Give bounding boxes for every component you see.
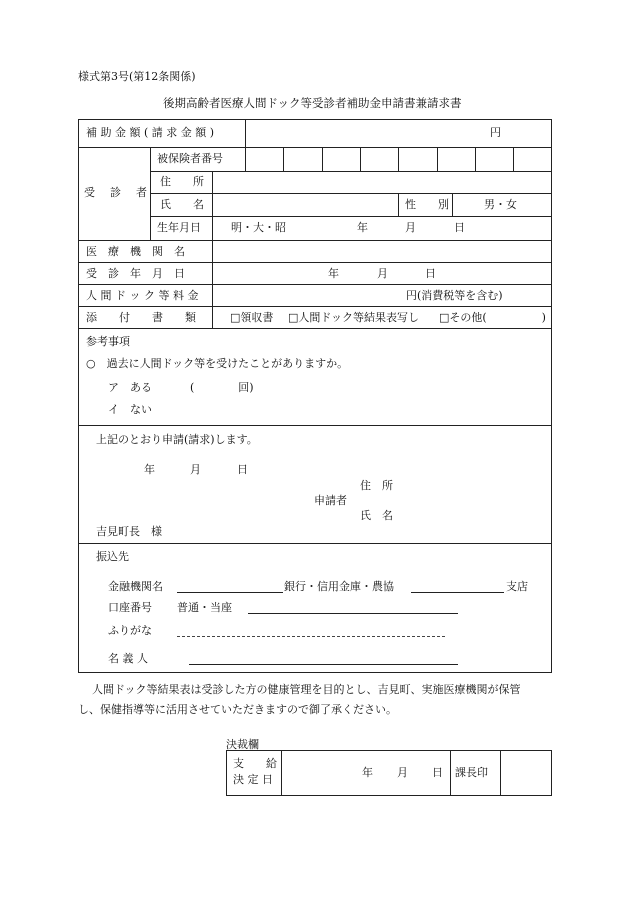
application-day: 日	[237, 463, 248, 476]
application-statement: 上記のとおり申請(請求)します。	[96, 433, 258, 446]
form-number: 様式第3号(第12条関係)	[78, 70, 196, 83]
approval-month: 月	[397, 766, 408, 779]
name-label: 氏 名	[160, 198, 204, 211]
application-year: 年	[144, 463, 155, 476]
reference-heading: 参考事項	[86, 335, 130, 348]
reference-option-a-count: ( 回)	[190, 381, 254, 394]
holder-name-field[interactable]	[189, 664, 458, 665]
form-title: 後期高齢者医療人間ドック等受診者補助金申請書兼請求書	[163, 96, 462, 110]
exam-year: 年	[328, 267, 339, 280]
subsidy-amount-label: 補 助 金 額 ( 請 求 金 額 )	[86, 126, 215, 139]
reference-option-a[interactable]: ア ある	[108, 381, 152, 394]
exam-day: 日	[425, 267, 436, 280]
applicant-name-label: 氏 名	[360, 509, 393, 522]
applicant-address-label: 住 所	[360, 479, 393, 492]
branch-suffix: 支店	[506, 580, 528, 593]
payment-label-1: 支 給	[233, 757, 277, 770]
reference-option-b[interactable]: イ ない	[108, 403, 152, 416]
approval-day: 日	[432, 766, 443, 779]
transfer-heading: 振込先	[96, 550, 129, 563]
payment-label-2: 決 定 日	[233, 773, 273, 786]
attach-other-checkbox[interactable]: □その他( )	[439, 311, 546, 324]
furigana-field[interactable]	[177, 636, 445, 637]
birth-day: 日	[454, 221, 465, 234]
approval-heading: 決裁欄	[226, 738, 259, 751]
chief-seal-label: 課長印	[455, 766, 488, 779]
era-options: 明・大・昭	[231, 221, 286, 234]
attach-receipt-checkbox[interactable]: □領収書	[230, 311, 274, 324]
reference-question: ○ 過去に人間ドック等を受けたことがありますか。	[86, 357, 349, 370]
furigana-label: ふりがな	[108, 624, 152, 637]
address-label: 住 所	[160, 175, 204, 188]
birth-month: 月	[405, 221, 416, 234]
attach-results-checkbox[interactable]: □人間ドック等結果表写し	[288, 311, 419, 324]
birthdate-label: 生年月日	[157, 221, 201, 234]
gender-label: 性 別	[405, 198, 449, 211]
holder-label: 名 義 人	[108, 652, 148, 665]
account-label: 口座番号	[108, 601, 152, 614]
bank-name-field[interactable]	[177, 592, 283, 593]
notice-line-1: 人間ドック等結果表は受診した方の健康管理を目的とし、吉見町、実施医療機関が保管	[92, 683, 521, 696]
examinee-label: 受 診 者	[84, 186, 149, 199]
notice-line-2: し、保健指導等に活用させていただきますので御了承ください。	[78, 703, 397, 716]
approval-year: 年	[362, 766, 373, 779]
fee-label: 人 間 ド ッ ク 等 料 金	[86, 289, 199, 302]
fee-suffix: 円(消費税等を含む)	[406, 289, 503, 302]
birth-year: 年	[357, 221, 368, 234]
bank-types: 銀行・信用金庫・農協	[284, 580, 394, 593]
account-types: 普通・当座	[177, 601, 232, 614]
bank-label: 金融機関名	[108, 580, 163, 593]
institution-label: 医 療 機 関 名	[86, 245, 185, 258]
application-month: 月	[190, 463, 201, 476]
attachments-label: 添 付 書 類	[86, 311, 196, 324]
insured-number-label: 被保険者番号	[157, 152, 223, 165]
subsidy-yen: 円	[490, 126, 501, 139]
applicant-label: 申請者	[314, 494, 347, 507]
addressee: 吉見町長 様	[96, 525, 162, 538]
gender-options: 男・女	[484, 198, 517, 211]
exam-date-label: 受 診 年 月 日	[86, 267, 185, 280]
account-number-field[interactable]	[248, 613, 458, 614]
branch-name-field[interactable]	[411, 592, 504, 593]
exam-month: 月	[377, 267, 388, 280]
